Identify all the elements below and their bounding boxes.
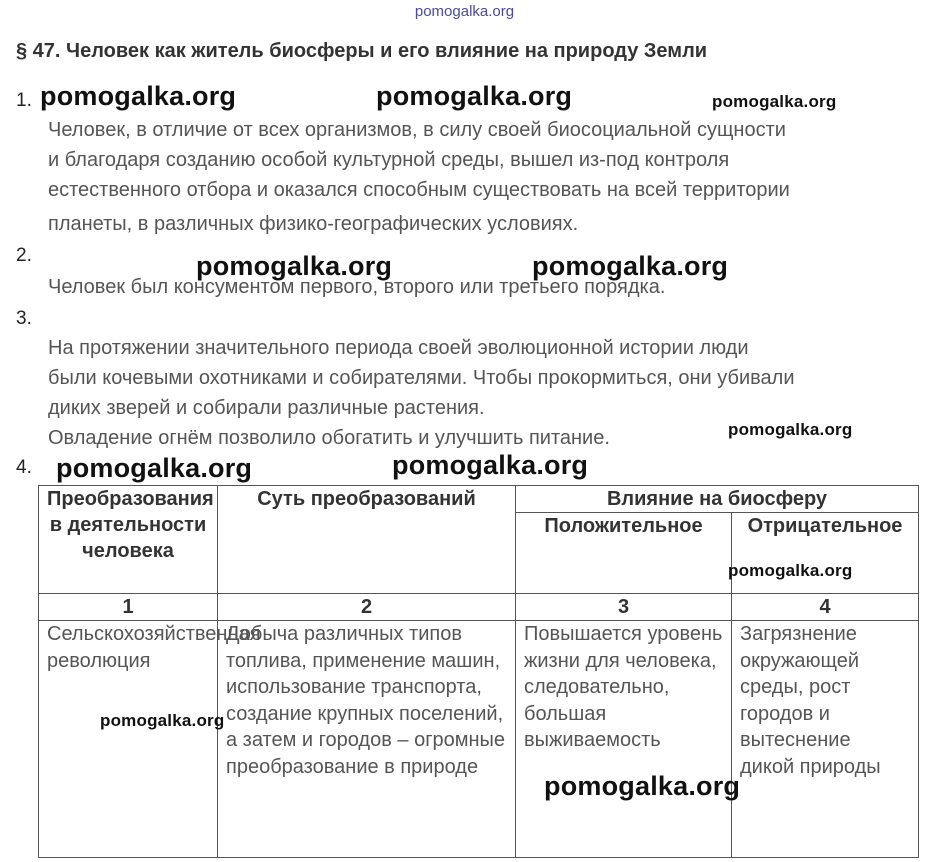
item-3-line-2: были кочевыми охотниками и собирателями. Чтобы прокормиться, они убивали xyxy=(48,367,795,389)
header-biosphere-impact: Влияние на биосферу xyxy=(516,486,919,513)
col-number-1: 1 xyxy=(39,594,218,621)
item-3-line-4: Овладение огнём позволило обогатить и улучшить питание. xyxy=(48,427,610,449)
item-3-line-1: На протяжении значительного периода своей эволюционной истории люди xyxy=(48,337,749,359)
col-number-2: 2 xyxy=(218,594,516,621)
watermark: pomogalka.org xyxy=(712,92,837,111)
header-negative: Отрицательное xyxy=(732,513,919,594)
top-watermark: pomogalka.org xyxy=(414,3,515,20)
watermark: pomogalka.org xyxy=(376,81,573,111)
item-3-line-3: диких зверей и собирали различные растения. xyxy=(48,397,485,419)
cell-transformation: Сельскохозяйственная революция xyxy=(39,621,218,858)
item-1-line-3: естественного отбора и оказался способным существовать на всей территории xyxy=(48,179,790,201)
watermark: pomogalka.org xyxy=(728,561,853,580)
table-number-row xyxy=(39,594,919,621)
col-number-4: 4 xyxy=(732,594,919,621)
item-1-line-1: Человек, в отличие от всех организмов, в силу своей биосоциальной сущности xyxy=(48,119,786,141)
item-1-line-2: и благодаря созданию особой культурной среды, вышел из-под контроля xyxy=(48,149,730,171)
watermark: pomogalka.org xyxy=(40,81,237,111)
table-row xyxy=(39,621,919,858)
header-essence: Суть преобразований xyxy=(218,486,516,594)
item-1-line-4: планеты, в различных физико-географических условиях. xyxy=(48,213,579,235)
item-1-text xyxy=(48,115,790,239)
biosphere-impact-table xyxy=(38,485,919,858)
col-number-3: 3 xyxy=(516,594,732,621)
watermark: pomogalka.org xyxy=(56,453,253,483)
watermark: pomogalka.org xyxy=(544,771,741,801)
watermark: pomogalka.org xyxy=(196,251,393,281)
item-number-2: 2. xyxy=(16,245,32,266)
watermark: pomogalka.org xyxy=(532,251,729,281)
item-number-1: 1. xyxy=(16,90,32,111)
cell-positive: Повышается уровень жизни для человека, следовательно, большая выживаемость xyxy=(516,621,732,858)
watermark: pomogalka.org xyxy=(728,420,853,439)
watermark: pomogalka.org xyxy=(100,711,225,730)
item-2-line-1: Человек был консументом первого, второго или третьего порядка. xyxy=(48,276,666,298)
header-transformations: Преобразования в деятельности человека xyxy=(39,486,218,594)
cell-essence: Добыча различных типов топлива, применение машин, использование транспорта, создание крупных поселений, а затем и городов – огромные преобразование в природе xyxy=(218,621,516,858)
header-positive: Положительное xyxy=(516,513,732,594)
cell-negative: Загрязнение окружающей среды, рост городов и вытеснение дикой природы xyxy=(732,621,919,858)
item-number-3: 3. xyxy=(16,308,32,329)
section-title: § 47. Человек как житель биосферы и его влияние на природу Земли xyxy=(16,40,708,62)
item-3-text xyxy=(48,333,795,453)
watermark: pomogalka.org xyxy=(392,450,589,480)
item-number-4: 4. xyxy=(16,457,32,478)
